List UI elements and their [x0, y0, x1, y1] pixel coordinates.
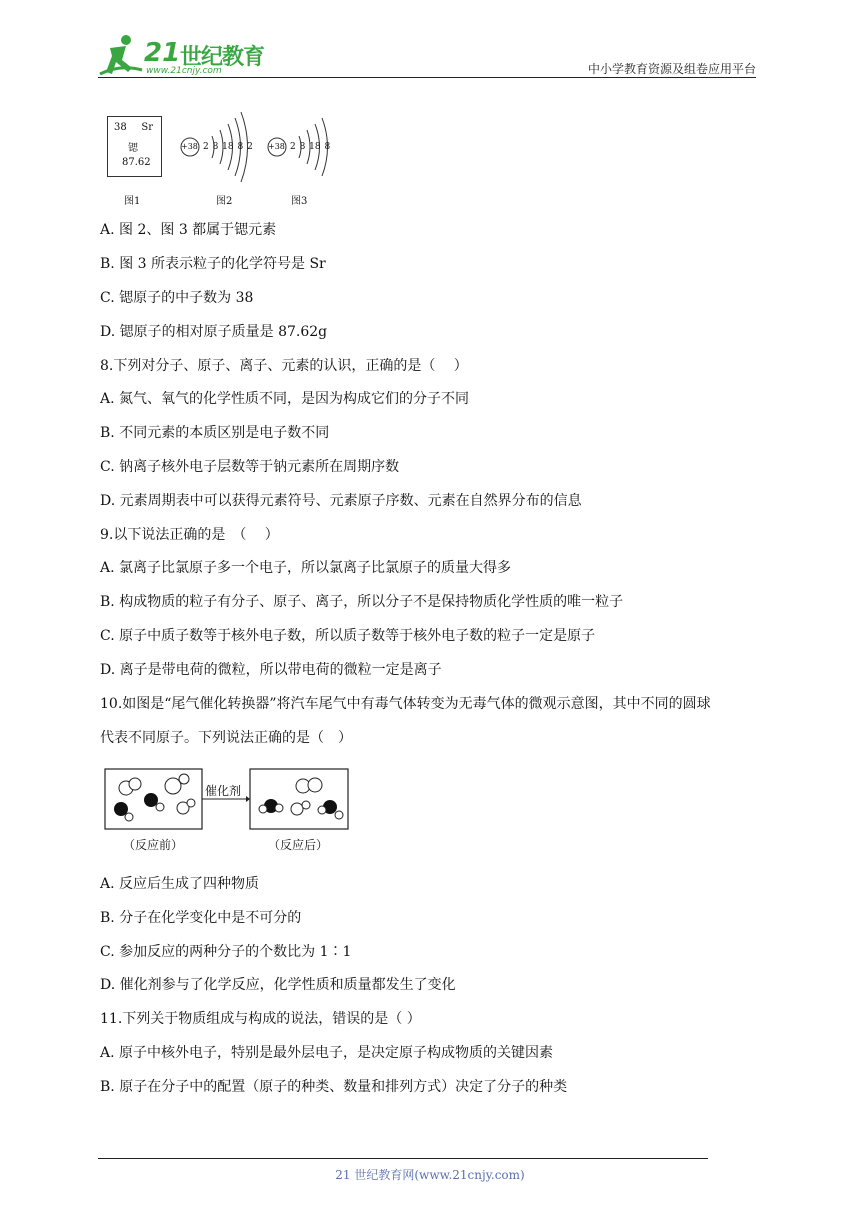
- runner-logo-icon: [96, 34, 144, 78]
- text-line: A. 原子中核外电子，特别是最外层电子，是决定原子构成物质的关键因素: [100, 1045, 554, 1061]
- platform-name: 中小学教育资源及组卷应用平台: [587, 62, 756, 76]
- caption-fig1: 图1: [124, 196, 141, 207]
- question-title: 10.如图是“尾气催化转换器”将汽车尾气中有毒气体转变为无毒气体的微观示意图，其中不同的圆球: [100, 696, 711, 712]
- text-line: 代表不同原子。下列说法正确的是（ ）: [100, 730, 352, 746]
- ion-nucleus-charge: +38: [268, 142, 285, 151]
- logo: [96, 34, 266, 78]
- text-line: D. 锶原子的相对原子质量是 87.62g: [100, 324, 328, 340]
- text-line: C. 锶原子的中子数为 38: [100, 290, 254, 306]
- text-line: B. 原子在分子中的配置（原子的种类、数量和排列方式）决定了分子的种类: [100, 1079, 568, 1095]
- question-title: 9.以下说法正确的是 （ ）: [100, 527, 279, 543]
- question-title: 8.下列对分子、原子、离子、元素的认识，正确的是（ ）: [100, 358, 468, 374]
- element-card: [107, 116, 162, 177]
- atom-structure-diagram: [178, 106, 256, 186]
- footer-link[interactable]: 21 世纪教育网(www.21cnjy.com): [335, 1168, 525, 1182]
- logo-number: 21: [144, 38, 181, 68]
- ion-structure-diagram: [266, 106, 338, 186]
- element-number: 38: [114, 122, 127, 133]
- text-line: A. 氯离子比氯原子多一个电子，所以氯离子比氯原子的质量大得多: [100, 560, 512, 576]
- text-line: B. 图 3 所表示粒子的化学符号是 Sr: [100, 256, 326, 272]
- reaction-diagram-icon: [104, 766, 364, 838]
- logo-url: www.21cnjy.com: [146, 66, 222, 76]
- footer-divider: [98, 1158, 708, 1159]
- shell-electrons: 2 8 18 8 2: [203, 142, 253, 152]
- text-line: B. 不同元素的本质区别是电子数不同: [100, 425, 330, 441]
- text-line: A. 图 2、图 3 都属于锶元素: [100, 222, 277, 238]
- text-line: D. 元素周期表中可以获得元素符号、元素原子序数、元素在自然界分布的信息: [100, 493, 582, 509]
- nucleus-charge: +38: [181, 142, 198, 151]
- question-title: 11.下列关于物质组成与构成的说法，错误的是（ ）: [100, 1011, 421, 1027]
- catalyst-label: 催化剂: [205, 784, 242, 798]
- text-line: A. 反应后生成了四种物质: [100, 876, 260, 892]
- caption-fig3: 图3: [291, 196, 308, 207]
- after-caption: （反应后）: [268, 838, 329, 852]
- text-line: C. 原子中质子数等于核外电子数，所以质子数等于核外电子数的粒子一定是原子: [100, 628, 596, 644]
- text-line: D. 催化剂参与了化学反应，化学性质和质量都发生了变化: [100, 977, 456, 993]
- text-line: C. 参加反应的两种分子的个数比为 1∶1: [100, 944, 352, 960]
- header-divider: [98, 77, 756, 78]
- element-symbol: Sr: [141, 122, 153, 133]
- text-line: B. 分子在化学变化中是不可分的: [100, 910, 302, 926]
- text-line: D. 离子是带电荷的微粒，所以带电荷的微粒一定是离子: [100, 662, 442, 678]
- element-mass: 87.62: [122, 157, 151, 168]
- element-name: 锶: [128, 143, 138, 154]
- text-line: C. 钠离子核外电子层数等于钠元素所在周期序数: [100, 459, 400, 475]
- caption-fig2: 图2: [216, 196, 233, 207]
- logo-text: 世纪教育: [180, 45, 265, 70]
- before-caption: （反应前）: [123, 838, 184, 852]
- ion-shell-electrons: 2 8 18 8: [290, 142, 331, 152]
- text-line: A. 氮气、氧气的化学性质不同，是因为构成它们的分子不同: [100, 391, 470, 407]
- text-line: B. 构成物质的粒子有分子、原子、离子，所以分子不是保持物质化学性质的唯一粒子: [100, 594, 624, 610]
